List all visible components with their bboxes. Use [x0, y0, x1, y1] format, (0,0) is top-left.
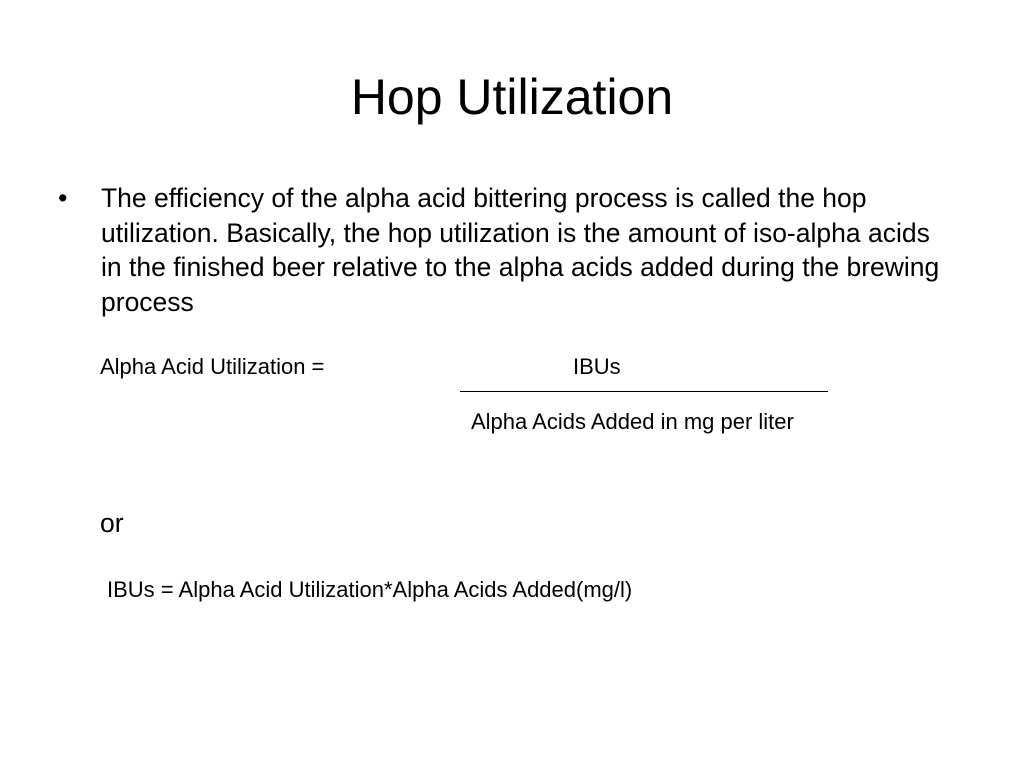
slide-title: Hop Utilization: [350, 69, 674, 125]
alternate-formula: IBUs = Alpha Acid Utilization*Alpha Acids Added(mg/l): [107, 577, 633, 602]
formula-denominator: Alpha Acids Added in mg per liter: [471, 409, 794, 434]
bullet-marker: •: [58, 183, 68, 213]
or-text: or: [100, 508, 124, 538]
formula-label: Alpha Acid Utilization =: [100, 354, 325, 379]
formula-numerator: IBUs: [573, 354, 621, 379]
fraction-bar: [460, 391, 828, 392]
bullet-text: The efficiency of the alpha acid bittering process is called the hop utilization. Basically, the hop utilization is the amount of iso-alpha acids in the finished beer relative to the alpha acids added during the brewing process: [101, 183, 940, 317]
